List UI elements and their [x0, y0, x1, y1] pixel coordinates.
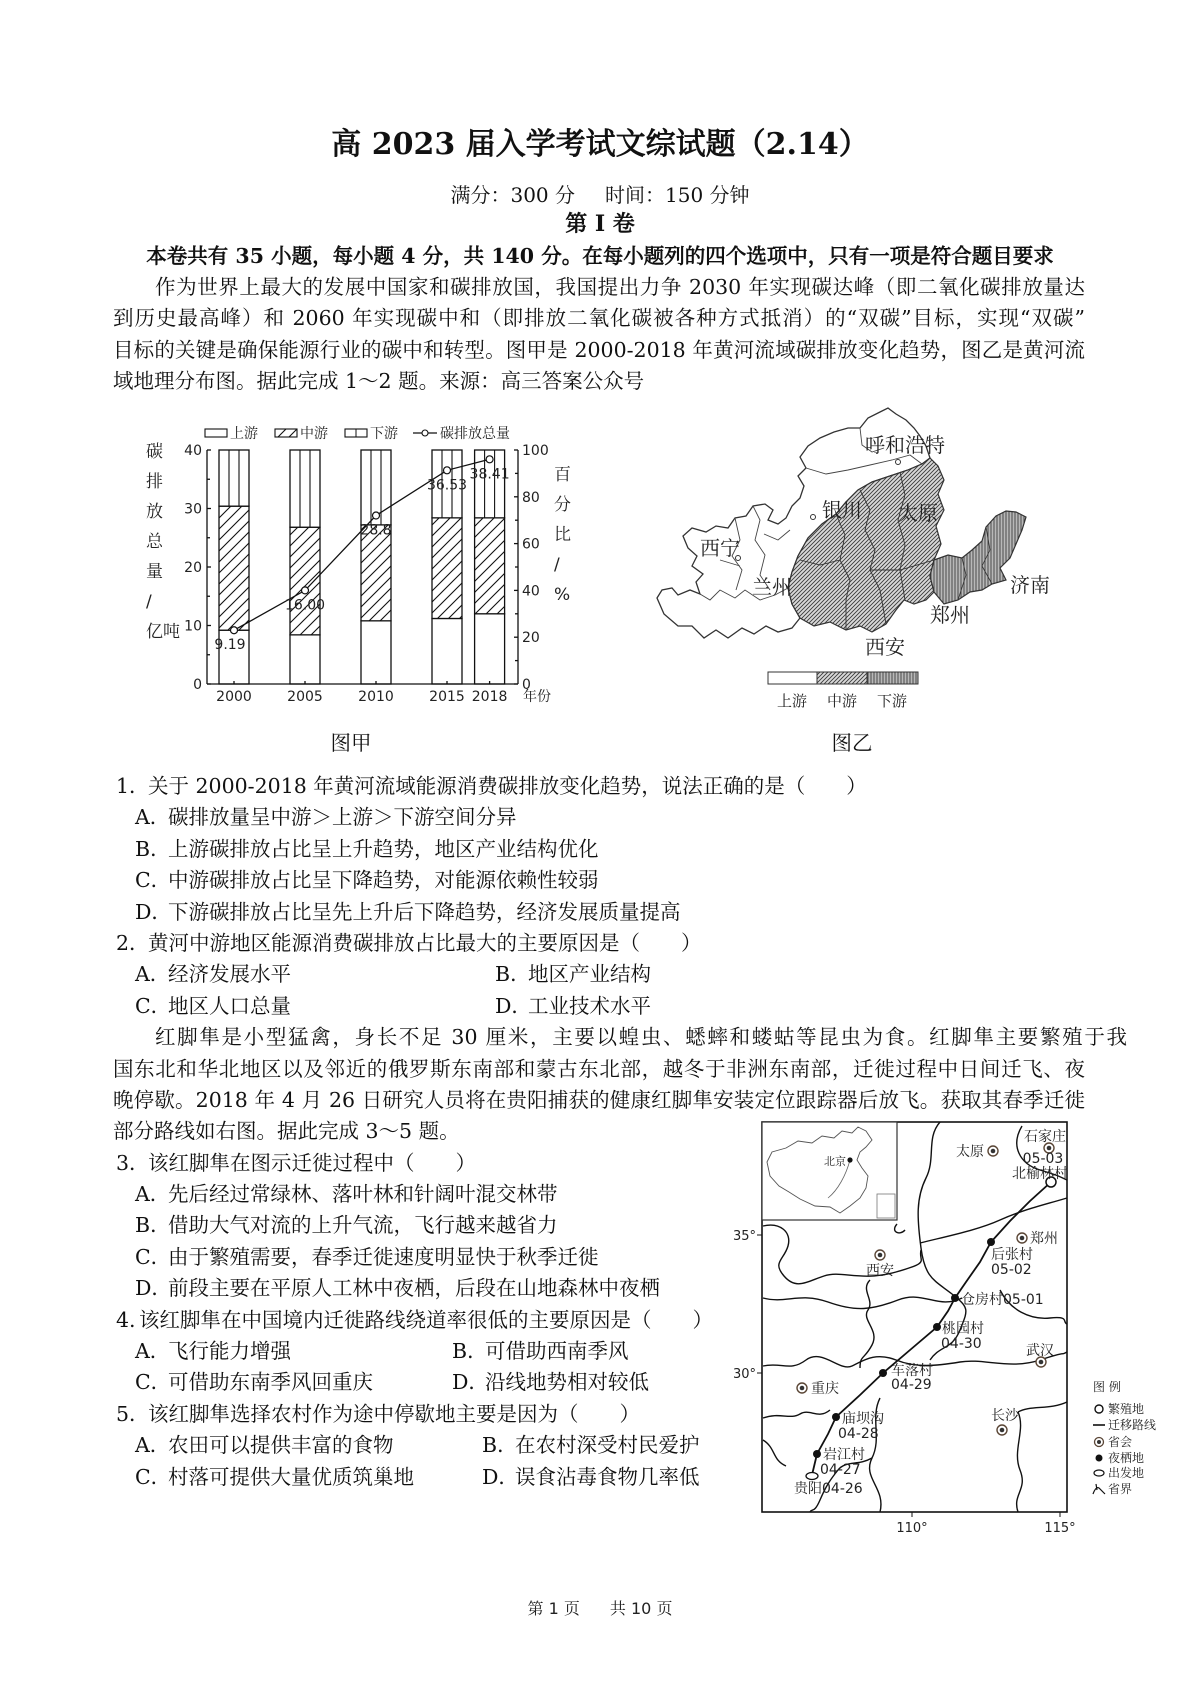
label-houzhang: 后张村 [991, 1247, 1033, 1263]
figure-a-chart [140, 420, 580, 710]
axis-label-char: 比 [554, 525, 571, 545]
right-tick-label: 0 [522, 677, 531, 693]
option-text: 上游碳排放占比呈上升趋势，地区产业结构优化 [168, 836, 599, 861]
label-houzhang-date: 05-02 [991, 1262, 1032, 1278]
question-1-option-d [0, 897, 1200, 928]
x-tick-label: 2015 [429, 689, 465, 705]
page-number: 第 1 页 [527, 1599, 580, 1618]
bar-segment-midstream [432, 518, 462, 619]
legend-swatch-upstream [768, 672, 817, 684]
label-changsha: 长沙 [991, 1408, 1019, 1424]
label-yanjiang-date: 04-27 [820, 1462, 861, 1478]
option-label: C． [135, 1244, 172, 1269]
legend-item: 繁殖地 [1108, 1402, 1145, 1416]
section-instructions: 本卷共有 35 小题，每小题 4 分，共 140 分。在每小题列的四个选项中，只有一项是符合题目要求 [146, 244, 1054, 268]
data-point [486, 456, 493, 463]
legend-swatch-upstream [205, 429, 227, 437]
legend-label: 下游 [370, 426, 398, 442]
option-text: 沿线地势相对较低 [485, 1370, 649, 1395]
roost-dot [987, 1238, 995, 1246]
bar-2018 [475, 450, 505, 684]
left-tick-label: 20 [184, 560, 202, 576]
right-tick-label: 100 [522, 443, 549, 459]
data-label: 38.41 [469, 466, 510, 483]
label-wuhan: 武汉 [1026, 1343, 1054, 1359]
departure-legend-icon [1094, 1470, 1104, 1476]
question-1-stem [0, 771, 1200, 802]
data-label: 28.8 [360, 522, 392, 539]
city-label-zhengzhou: 郑州 [930, 603, 970, 627]
beijing-dot [847, 1157, 852, 1162]
passage-line: 作为世界上最大的发展中国家和碳排放国，我国提出力争 2030 年实现碳达峰（即二氧化碳排放量达 [155, 275, 1085, 299]
right-tick-label: 40 [522, 583, 540, 600]
axis-label-char: % [554, 585, 571, 605]
roost-dot [951, 1294, 959, 1302]
legend-item: 出发地 [1108, 1466, 1145, 1480]
question-text: 该红脚隼选择农村作为途中停歇地主要是因为（ ） [148, 1401, 640, 1426]
city-label-taiyuan: 太原 [898, 501, 938, 525]
option-label: B． [452, 1339, 488, 1364]
city-label-hohhot: 呼和浩特 [865, 433, 945, 457]
question-2-options-ab [0, 959, 1200, 990]
axis-label-char: 总 [146, 532, 163, 552]
legend-swatch-midstream [275, 429, 297, 437]
legend-label: 中游 [300, 426, 328, 442]
data-point [444, 467, 451, 474]
passage-line: 到历史最高峰）和 2060 年实现碳中和（即排放二氧化碳被各种方式抵消）的“双碳”目标，实现“双碳” [113, 306, 1085, 331]
option-text: 在农村深受村民爱护 [515, 1433, 700, 1458]
axis-label-char: 百 [554, 465, 571, 485]
lat-label-30: 30° [732, 1367, 756, 1382]
axis-label-char: 排 [146, 472, 163, 492]
passage-line: 部分路线如右图。据此完成 3～5 题。 [113, 1119, 460, 1144]
axis-label-char: 量 [146, 562, 163, 582]
bar-segment-midstream [219, 506, 249, 630]
left-tick-label: 40 [184, 443, 202, 459]
city-label-yinchuan: 银川 [822, 498, 862, 522]
inset-label-beijing: 北京 [824, 1155, 846, 1168]
bar-segment-upstream [290, 635, 320, 684]
bar-2010 [361, 450, 391, 684]
capital-icon [797, 1383, 807, 1393]
legend-label-downstream: 下游 [876, 692, 908, 710]
axis-label-char: 亿吨 [146, 622, 180, 642]
question-number: 5． [116, 1401, 150, 1426]
x-tick-label: 2018 [471, 689, 508, 705]
question-number: 3． [116, 1150, 150, 1175]
option-label: D． [135, 899, 172, 924]
label-xian: 西安 [866, 1263, 894, 1279]
bar-segment-midstream [360, 522, 392, 621]
option-label: A． [135, 1182, 171, 1207]
right-tick-label: 60 [522, 536, 540, 553]
label-cheluo-date: 04-29 [891, 1377, 932, 1393]
option-text: 下游碳排放占比呈先上升后下降趋势，经济发展质量提高 [168, 899, 681, 924]
exam-time: 时间：150 分钟 [605, 183, 750, 207]
chart-legend [205, 425, 510, 442]
option-text: 前段主要在平原人工林中夜栖，后段在山地森林中夜栖 [168, 1276, 660, 1301]
label-miaoba-date: 04-28 [838, 1426, 879, 1442]
bar-segment-downstream [290, 450, 320, 527]
question-2-options-cd [0, 991, 1200, 1022]
x-tick-label: 2010 [358, 689, 394, 705]
x-tick-label: 2000 [216, 689, 252, 705]
left-tick-label: 10 [184, 618, 202, 635]
section-title: 第 I 卷 [565, 211, 635, 237]
question-text: 该红脚隼在图示迁徙过程中（ ） [148, 1150, 476, 1175]
axis-label-char: 碳 [146, 442, 163, 462]
question-text: 关于 2000-2018 年黄河流域能源消费碳排放变化趋势，说法正确的是（ ） [148, 774, 867, 798]
question-2-stem [0, 928, 1200, 959]
data-point [231, 627, 238, 634]
axis-label-char: / [146, 592, 152, 612]
passage-line: 域地理分布图。据此完成 1～2 题。来源：高三答案公众号 [113, 369, 645, 394]
label-shijiazhuang: 石家庄 [1024, 1129, 1066, 1145]
data-label: 36.53 [426, 477, 468, 494]
option-label: B． [135, 836, 171, 861]
option-label: B． [135, 1213, 171, 1238]
legend-label-upstream: 上游 [776, 692, 808, 710]
question-1-option-a [0, 802, 1200, 833]
migration-map [730, 1110, 1200, 1540]
legend-label: 上游 [230, 426, 258, 442]
full-score: 满分：300 分 [450, 183, 575, 207]
option-label: A． [135, 805, 171, 830]
border-legend-icon [1093, 1484, 1105, 1494]
option-label: D． [135, 1276, 172, 1301]
option-label: B． [482, 1433, 518, 1458]
roost-dot [832, 1413, 840, 1421]
passage-1 [113, 272, 1085, 398]
label-chongqing: 重庆 [811, 1381, 839, 1397]
question-number: 4. [116, 1307, 136, 1332]
option-text: 农田可以提供丰富的食物 [168, 1433, 394, 1458]
option-text: 可借助西南季风 [485, 1339, 629, 1364]
question-1-option-b [0, 834, 1200, 865]
option-text: 地区产业结构 [528, 962, 651, 987]
roost-dot [813, 1450, 821, 1458]
axis-label-char: 放 [146, 502, 163, 522]
capital-icon [1017, 1233, 1027, 1243]
label-zhengzhou: 郑州 [1030, 1231, 1058, 1247]
map-legend [1093, 1379, 1156, 1496]
option-text: 工业技术水平 [528, 993, 651, 1018]
x-axis-label: 年份 [523, 689, 551, 705]
label-yanjiang: 岩江村 [823, 1447, 865, 1463]
exam-title: 高 2023 届入学考试文综试题（2.14） [331, 127, 869, 162]
label-taiyuan: 太原 [956, 1144, 984, 1160]
data-label: 9.19 [214, 637, 246, 654]
label-beiyulin: 北榆林村 [1012, 1166, 1068, 1182]
inset-china-map [762, 1122, 897, 1220]
option-text: 由于繁殖需要，春季迁徙速度明显快于秋季迁徙 [168, 1244, 599, 1269]
axis-label-char: / [554, 555, 560, 575]
left-tick-label: 0 [193, 677, 202, 693]
option-text: 借助大气对流的上升气流，飞行越来越省力 [168, 1213, 558, 1238]
capital-icon [988, 1146, 998, 1156]
legend-item: 迁移路线 [1108, 1418, 1157, 1432]
option-label: A． [135, 1339, 171, 1364]
question-1-option-c [0, 865, 1200, 896]
departure-icon [806, 1473, 818, 1480]
data-label: 16.00 [284, 597, 326, 614]
page-footer [0, 1596, 1200, 1622]
passage-line: 晚停歇。2018 年 4 月 26 日研究人员将在贵阳捕获的健康红脚隼安装定位跟踪器后放飞。获取其春季迁徙 [113, 1087, 1085, 1112]
option-text: 先后经过常绿林、落叶林和针阔叶混交林带 [168, 1182, 558, 1207]
legend-title: 图 例 [1093, 1380, 1121, 1394]
bar-2005 [290, 450, 320, 684]
option-label: A． [135, 1433, 171, 1458]
label-taoyuan: 桃园村 [942, 1321, 984, 1337]
option-text: 误食沾毒食物几率低 [515, 1464, 700, 1489]
map-legend [768, 672, 918, 710]
label-breeding-date: 05-03 [1022, 1151, 1064, 1167]
bar-segment-midstream [475, 518, 505, 614]
question-text: 黄河中游地区能源消费碳排放占比最大的主要原因是（ ） [148, 930, 702, 955]
option-text: 碳排放量呈中游＞上游＞下游空间分异 [168, 805, 517, 830]
roost-legend-icon [1096, 1455, 1103, 1462]
data-point [373, 512, 380, 519]
option-label: B． [495, 962, 531, 987]
question-text: 该红脚隼在中国境内迁徙路线绕道率很低的主要原因是（ ） [139, 1307, 713, 1332]
option-text: 可借助东南季风回重庆 [168, 1370, 373, 1395]
capital-icon [997, 1425, 1007, 1435]
legend-item: 夜栖地 [1108, 1451, 1145, 1465]
legend-swatch-midstream [817, 672, 867, 684]
axis-label-char: 分 [554, 495, 571, 515]
label-miaoba: 庙坝沟 [842, 1411, 884, 1427]
question-number: 2． [116, 930, 150, 955]
legend-item: 省界 [1108, 1482, 1133, 1496]
legend-line-icon [422, 430, 428, 436]
x-tick-label: 2005 [287, 689, 323, 705]
lon-label-115: 115° [1044, 1521, 1076, 1536]
right-tick-label: 20 [522, 630, 540, 647]
option-label: C． [135, 868, 172, 893]
lon-label-110: 110° [896, 1521, 928, 1536]
right-axis-label [554, 460, 571, 610]
right-tick-label: 80 [522, 489, 540, 506]
left-tick-label: 30 [184, 501, 202, 518]
option-text: 地区人口总量 [168, 993, 291, 1018]
legend-item: 省会 [1108, 1435, 1133, 1449]
figure-a-caption: 图甲 [330, 731, 372, 755]
question-number: 1． [116, 774, 150, 798]
passage-2-line [0, 1022, 1200, 1053]
option-text: 经济发展水平 [168, 962, 291, 987]
breeding-legend-icon [1095, 1405, 1103, 1413]
option-label: C． [135, 1370, 172, 1395]
city-label-lanzhou: 兰州 [752, 575, 792, 599]
city-label-xian: 西安 [865, 635, 905, 659]
passage-2-line [0, 1054, 1200, 1085]
bar-segment-upstream [475, 614, 505, 684]
option-text: 中游碳排放占比呈下降趋势，对能源依赖性较弱 [168, 868, 599, 893]
option-text: 村落可提供大量优质筑巢地 [168, 1464, 414, 1489]
data-point [302, 587, 309, 594]
figure-b-caption: 图乙 [831, 731, 873, 755]
label-taoyuan-date: 04-30 [941, 1336, 982, 1352]
option-label: C． [135, 1464, 172, 1489]
exam-meta [0, 181, 1200, 209]
option-label: D． [452, 1370, 489, 1395]
capital-legend-icon [1095, 1438, 1104, 1447]
roost-dot [879, 1369, 887, 1377]
bar-segment-midstream [290, 527, 320, 635]
option-label: D． [495, 993, 532, 1018]
roost-dot [933, 1323, 941, 1331]
bar-segment-downstream [219, 450, 249, 506]
passage-line: 红脚隼是小型猛禽，身长不足 30 厘米，主要以蝗虫、蟋蟀和蝼蛄等昆虫为食。红脚隼主要繁殖于我 [155, 1025, 1127, 1050]
legend-label: 碳排放总量 [440, 426, 510, 442]
passage-line: 目标的关键是确保能源行业的碳中和转型。图甲是 2000-2018 年黄河流域碳排放变化趋势，图乙是黄河流 [113, 337, 1085, 362]
left-axis-label [146, 437, 180, 647]
option-label: A． [135, 962, 171, 987]
legend-swatch-downstream [867, 672, 918, 684]
capital-icon [875, 1250, 885, 1260]
city-label-jinan: 济南 [1010, 573, 1050, 597]
label-cangfang: 仓房村05-01 [961, 1292, 1044, 1308]
page-total: 共 10 页 [609, 1599, 673, 1618]
bar-segment-upstream [432, 618, 462, 684]
city-label-xining: 西宁 [700, 536, 740, 560]
option-text: 飞行能力增强 [168, 1339, 291, 1364]
option-label: C． [135, 993, 172, 1018]
legend-label-midstream: 中游 [826, 692, 858, 710]
option-label: D． [482, 1464, 519, 1489]
passage-line: 国东北和华北地区以及邻近的俄罗斯东南部和蒙古东北部，越冬于非洲东南部，迁徙过程中日间迁飞、夜 [113, 1056, 1085, 1081]
label-cheluo: 车落村 [891, 1363, 933, 1379]
label-guiyang-departure: 贵阳04-26 [794, 1481, 863, 1497]
figure-b-map [640, 400, 1080, 720]
bar-segment-upstream [361, 621, 391, 684]
lat-label-35: 35° [732, 1229, 756, 1244]
